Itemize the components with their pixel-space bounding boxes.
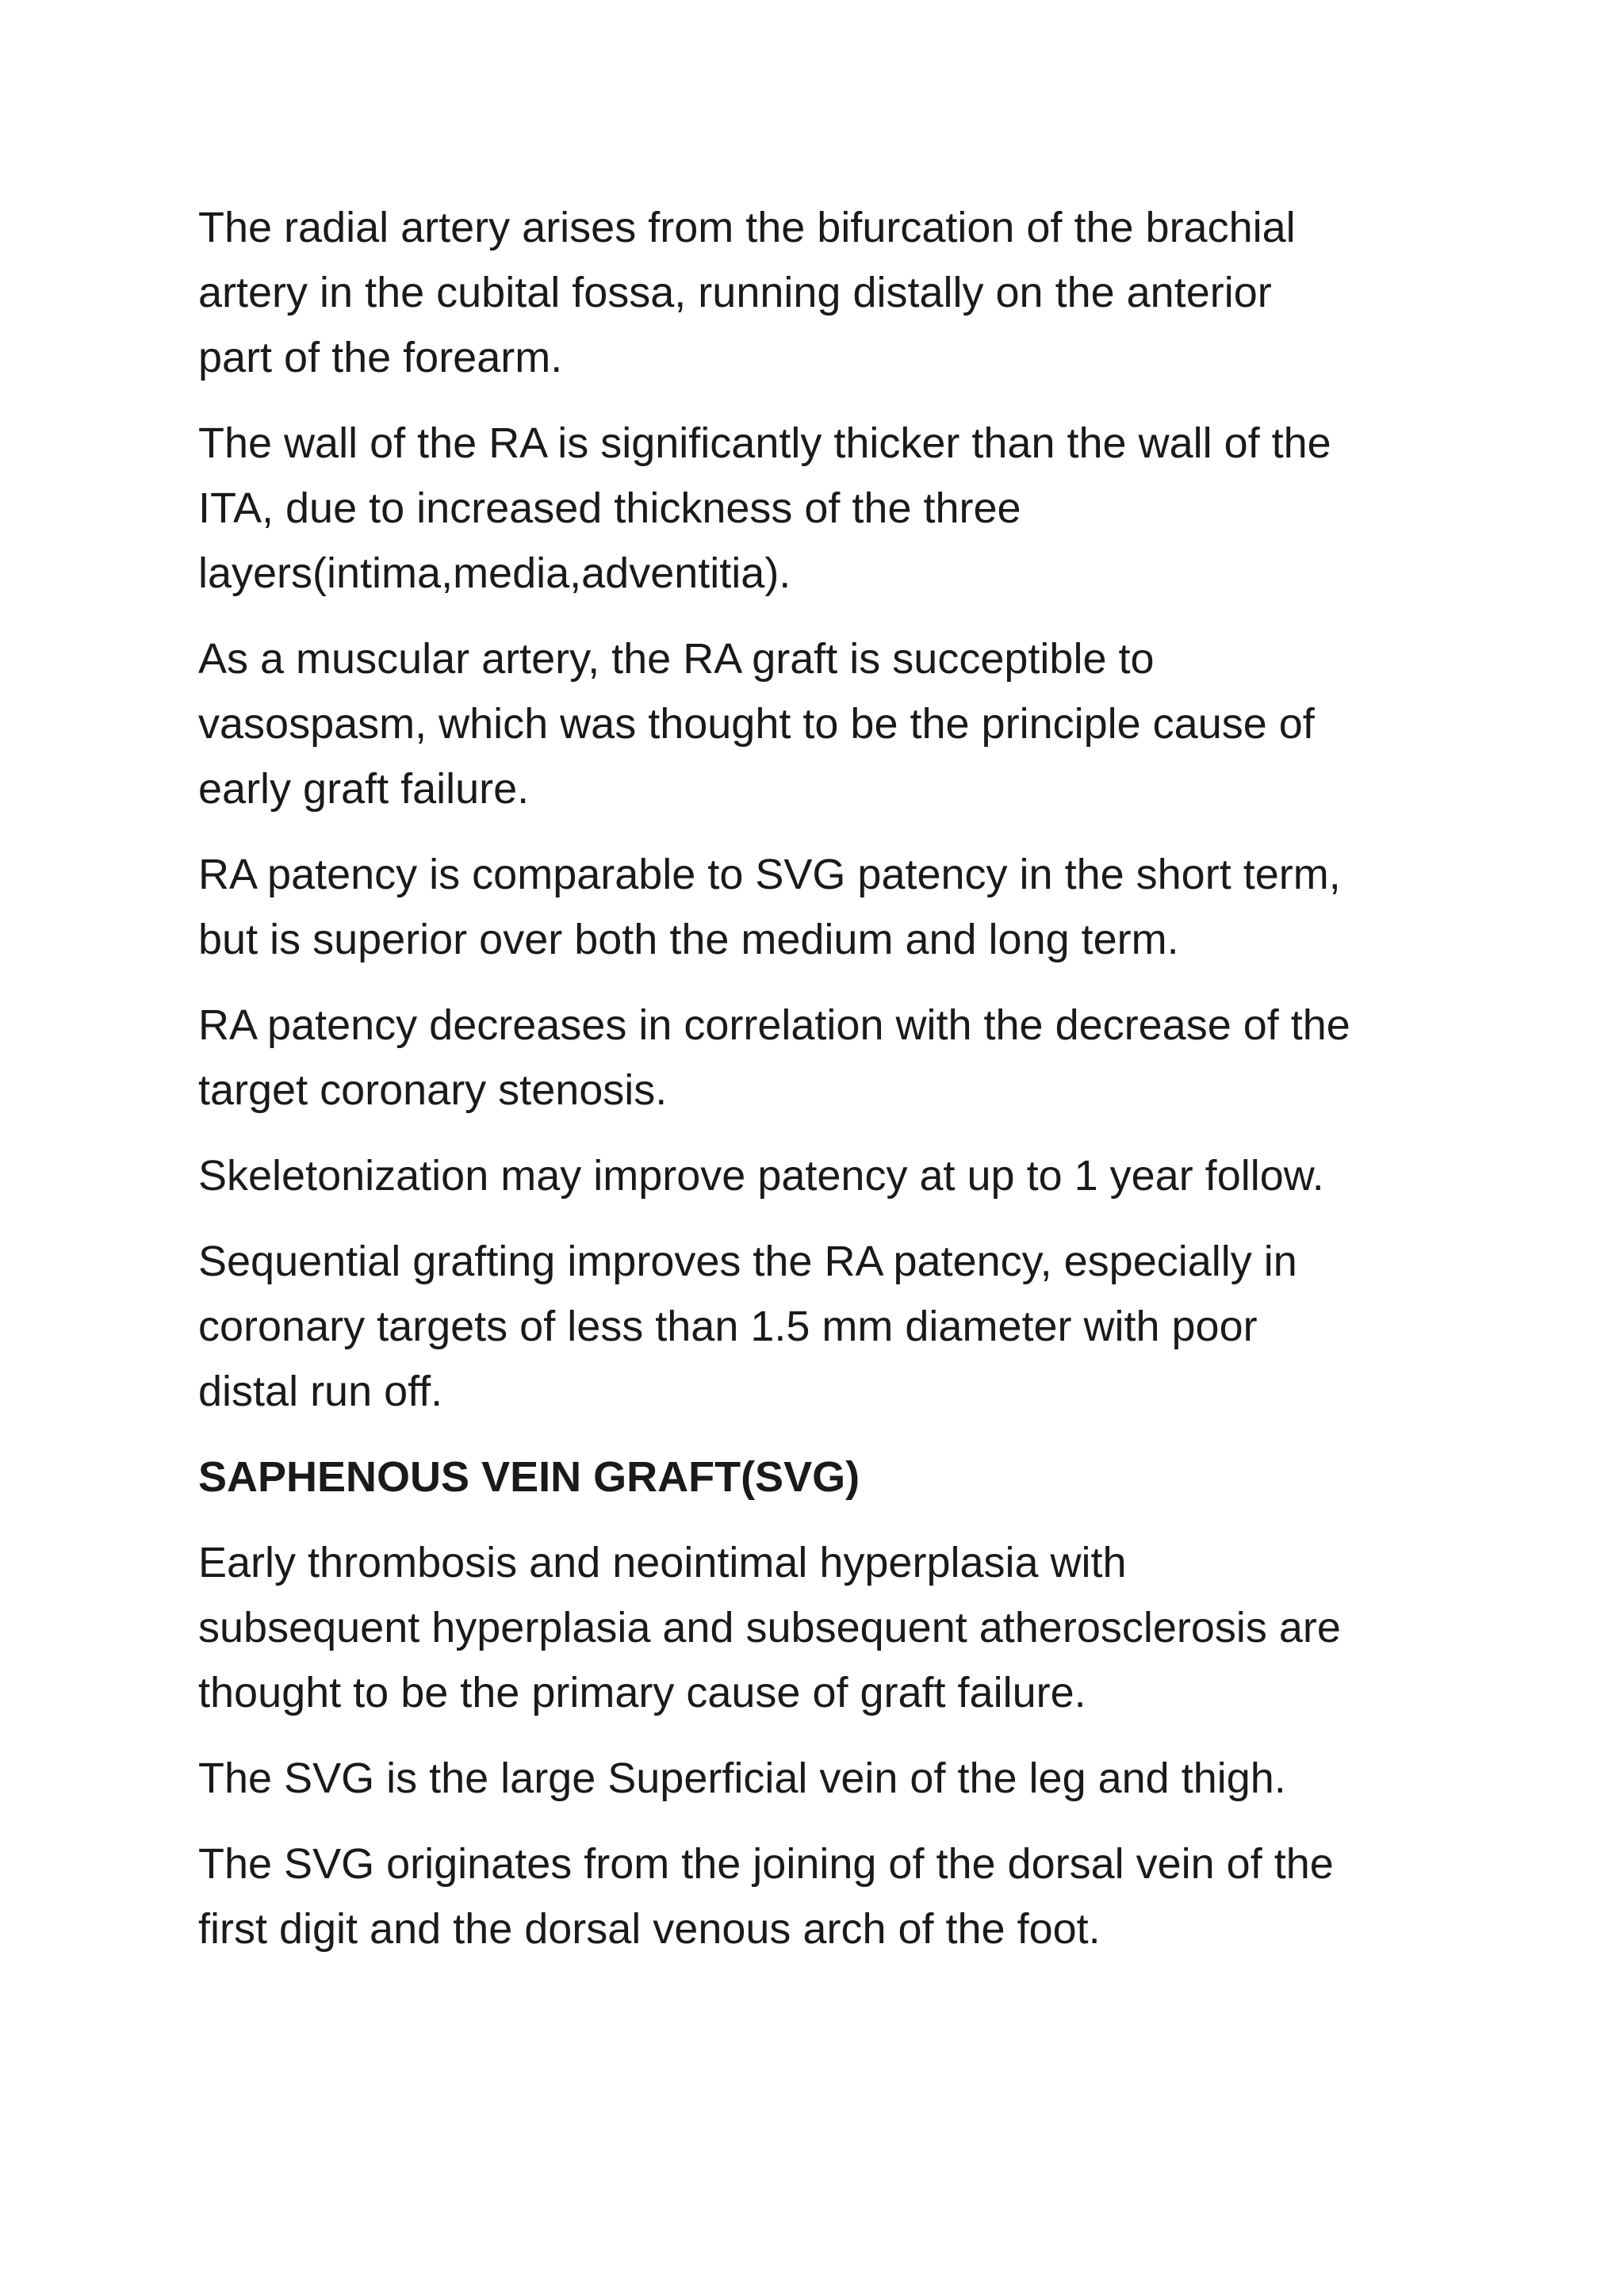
text-line: subsequent hyperplasia and subsequent atherosclerosis are [198,1604,1341,1651]
text-line: coronary targets of less than 1.5 mm diameter with poor [198,1303,1258,1350]
text-line: As a muscular artery, the RA graft is succeptible to [198,635,1155,683]
text-line: first digit and the dorsal venous arch of the foot. [198,1905,1101,1953]
text-line: Sequential grafting improves the RA patency, especially in [198,1238,1297,1285]
text-line: vasospasm, which was thought to be the principle cause of [198,700,1315,748]
text-line: Early thrombosis and neointimal hyperplasia with [198,1539,1127,1586]
text-line: The SVG originates from the joining of the dorsal vein of the [198,1840,1334,1888]
text-line: artery in the cubital fossa, running distally on the anterior [198,269,1272,316]
text-line: but is superior over both the medium and long term. [198,916,1179,963]
text-line: target coronary stenosis. [198,1066,668,1114]
paragraph-ra-patency-stenosis [198,993,1467,1123]
text-line: ITA, due to increased thickness of the three [198,484,1021,532]
text-line: The wall of the RA is significantly thicker than the wall of the [198,419,1331,467]
text-line: thought to be the primary cause of graft failure. [198,1669,1086,1716]
text-line: The radial artery arises from the bifurcation of the brachial [198,204,1296,251]
paragraph-ra-patency-comparison [198,842,1467,972]
text-line: Skeletonization may improve patency at up to 1 year follow. [198,1152,1324,1200]
text-line: RA patency decreases in correlation with the decrease of the [198,1001,1350,1049]
paragraph-radial-artery-origin [198,195,1467,390]
text-line: distal run off. [198,1368,443,1415]
text-line: layers(intima,media,adventitia). [198,549,791,597]
text-line: RA patency is comparable to SVG patency in the short term, [198,851,1341,898]
paragraph-ra-wall [198,411,1467,606]
text-line: early graft failure. [198,765,530,813]
paragraph-svg-definition [198,1746,1467,1811]
text-line: The SVG is the large Superficial vein of the leg and thigh. [198,1755,1286,1802]
paragraph-skeletonization [198,1143,1467,1208]
document-body [198,195,1467,1982]
text-line: part of the forearm. [198,334,563,381]
paragraph-svg-failure [198,1530,1467,1725]
paragraph-vasospasm [198,626,1467,821]
section-heading-svg [198,1445,1467,1510]
paragraph-svg-origin [198,1831,1467,1961]
paragraph-sequential-grafting [198,1229,1467,1424]
heading-text: SAPHENOUS VEIN GRAFT(SVG) [198,1453,860,1501]
